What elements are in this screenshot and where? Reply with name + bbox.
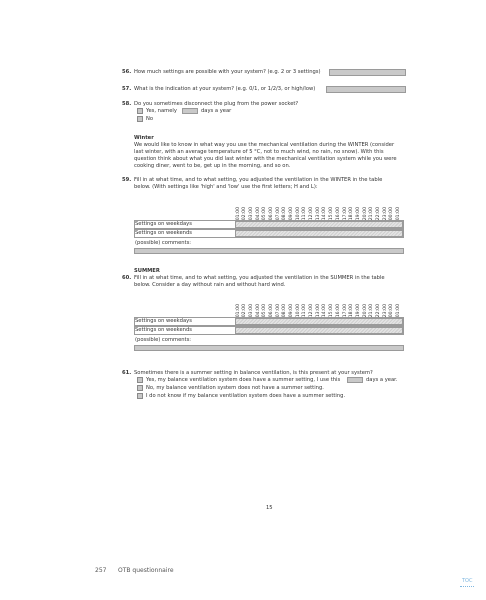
winter-line-1: We would like to know in what way you use the mechanical ventilation during the WINTER (consider	[134, 142, 395, 148]
q61-no-checkbox[interactable]	[137, 385, 143, 391]
q61-days-field[interactable]	[347, 377, 363, 383]
hour-label-text: 13:00	[315, 303, 321, 317]
summer-weekdays-label: Settings on weekdays	[135, 318, 192, 324]
hour-label-text: 09:00	[289, 206, 294, 220]
hour-label-text: 02:00	[242, 303, 248, 317]
hour-label-text: 07:00	[275, 206, 281, 220]
hour-label-text: 21:00	[369, 303, 375, 317]
hour-label-text: 20:00	[362, 206, 368, 220]
q58-no-label: No	[146, 116, 154, 122]
hour-label-text: 14:00	[322, 206, 328, 220]
winter-comments-field[interactable]	[134, 248, 404, 254]
hour-label-text: 17:00	[342, 303, 348, 317]
q61-yes-checkbox[interactable]	[137, 377, 143, 383]
hour-label	[369, 290, 376, 317]
hour-label-text: 23:00	[382, 303, 388, 317]
hour-label-text: 05:00	[262, 303, 268, 317]
summer-weekdays-input[interactable]	[235, 318, 403, 325]
q58-number: 58.	[122, 101, 132, 107]
hour-label	[282, 290, 289, 317]
hour-label-text: 06:00	[268, 303, 274, 317]
winter-heading: Winter	[134, 135, 154, 141]
hour-label-text: 04:00	[255, 206, 261, 220]
hour-label-text: 15:00	[329, 206, 335, 220]
hour-label-text: 19:00	[355, 303, 361, 317]
hour-label	[268, 193, 275, 220]
hour-label	[289, 193, 296, 220]
winter-weekdays-label: Settings on weekdays	[135, 221, 192, 227]
hour-label	[389, 290, 396, 317]
hour-label-text: 03:00	[248, 206, 254, 220]
hour-label-text: 12:00	[309, 303, 315, 317]
winter-line-4: cooking diner, went to be, get up in the morning, and so on.	[134, 163, 291, 169]
hour-label-text: 16:00	[335, 206, 341, 220]
q58-no-checkbox[interactable]	[137, 116, 143, 122]
winter-line-2: last winter, with an average temperature of 5 °C, not to much wind, no rain, no snow). With this	[134, 149, 384, 155]
hour-label	[248, 193, 255, 220]
winter-hour-header	[235, 193, 402, 220]
q61-unknown-label: I do not know if my balance ventilation system does have a summer setting.	[146, 393, 346, 399]
q56-text: How much settings are possible with your system? (e.g. 2 or 3 settings)	[134, 69, 321, 75]
q58-days-field[interactable]	[182, 108, 198, 114]
q58-text: Do you sometimes disconnect the plug from the power socket?	[134, 101, 299, 107]
hour-label-text: 20:00	[362, 303, 368, 317]
q58-yes-checkbox[interactable]	[137, 108, 143, 114]
hour-label-text: 10:00	[295, 206, 301, 220]
q60-line-1: Fill in at what time, and to what setting, you adjusted the ventilation in the SUMMER in the table	[134, 275, 385, 281]
hour-label	[282, 193, 289, 220]
q60-number: 60.	[122, 275, 132, 281]
hour-label-text: 06:00	[268, 206, 274, 220]
hour-label-text: 05:00	[262, 206, 268, 220]
winter-weekends-label: Settings on weekends	[135, 230, 192, 236]
hour-label	[262, 290, 269, 317]
hour-label-text: 10:00	[295, 303, 301, 317]
hour-label-text: 08:00	[282, 303, 288, 317]
summer-weekends-label: Settings on weekends	[135, 327, 192, 333]
q59-line-1: Fill in at what time, and to what setting, you adjusted the ventilation in the WINTER in the table	[134, 177, 383, 183]
hour-label-text: 01:00	[235, 206, 241, 220]
hour-label	[309, 193, 316, 220]
hour-label-text: 02:00	[242, 206, 248, 220]
hour-label-text: 11:00	[302, 206, 308, 220]
hour-label	[335, 193, 342, 220]
hour-label	[396, 290, 403, 317]
hour-label	[389, 193, 396, 220]
footer-title: OTB questionnaire	[118, 567, 174, 574]
hour-label	[242, 193, 249, 220]
hour-label-text: 18:00	[349, 206, 355, 220]
hour-label	[302, 290, 309, 317]
hour-label-text: 09:00	[289, 303, 294, 317]
hour-label-text: 18:00	[349, 303, 355, 317]
hour-label-text: 01:00	[396, 206, 401, 220]
q58-days-label: days a year	[201, 108, 232, 114]
winter-weekdays-input[interactable]	[235, 221, 403, 228]
hour-label	[349, 290, 356, 317]
hour-label-text: 07:00	[275, 303, 281, 317]
q61-number: 61.	[122, 370, 132, 376]
hour-label-text: 03:00	[248, 303, 254, 317]
q56-number: 56.	[122, 69, 132, 75]
summer-heading: SUMMER	[134, 268, 160, 274]
toc-link[interactable]: TOC	[462, 578, 473, 584]
q61-days-label: days a year.	[366, 377, 398, 383]
q61-text: Sometimes there is a summer setting in balance ventilation, is this present at your system?	[134, 370, 373, 376]
hour-label-text: 21:00	[369, 206, 375, 220]
q59-number: 59.	[122, 177, 132, 183]
hour-label	[349, 193, 356, 220]
toc-underline	[460, 586, 474, 587]
hour-label	[369, 193, 376, 220]
hour-label-text: 13:00	[315, 206, 321, 220]
hour-label-text: 16:00	[335, 303, 341, 317]
q57-text: What is the indication at your system? (e.g. 0/1, or 1/2/3, or high/low)	[134, 86, 316, 92]
hour-label	[355, 193, 362, 220]
winter-comments-label: (possible) comments:	[135, 240, 192, 246]
hour-label	[375, 193, 382, 220]
hour-label	[302, 193, 309, 220]
q57-number: 57.	[122, 86, 132, 92]
summer-comments-field[interactable]	[134, 345, 404, 351]
summer-comments-label: (possible) comments:	[135, 337, 192, 343]
hour-label	[355, 290, 362, 317]
footer-page: 257	[95, 567, 107, 574]
hour-label-text: 23:00	[382, 206, 388, 220]
hour-label-text: 19:00	[355, 206, 361, 220]
hour-label-text: 11:00	[302, 303, 308, 317]
hour-label-text: 22:00	[375, 206, 381, 220]
hour-label	[309, 290, 316, 317]
hour-label	[335, 290, 342, 317]
winter-line-3: question think about what you did last winter with the mechanical ventilation system while you were	[134, 156, 397, 162]
hour-label-text: 15:00	[329, 303, 335, 317]
hour-label-text: 14:00	[322, 303, 328, 317]
hour-label	[289, 290, 296, 317]
hour-label	[396, 193, 403, 220]
q59-line-2: below. (With settings like 'high' and 'low' use the first letters; H and L):	[134, 184, 318, 190]
q61-yes-label: Yes, my balance ventilation system does have a summer setting, I use this	[146, 377, 341, 383]
winter-weekends-input[interactable]	[235, 230, 403, 237]
hour-label	[242, 290, 249, 317]
q60-line-2: below. Consider a day without rain and without hard wind.	[134, 282, 286, 288]
summer-hour-header	[235, 290, 402, 317]
hour-label-text: 04:00	[255, 303, 261, 317]
q61-no-label: No, my balance ventilation system does not have a summer setting.	[146, 385, 324, 391]
q56-answer-field[interactable]	[329, 69, 406, 76]
summer-weekends-input[interactable]	[235, 327, 403, 334]
page-number: 15	[266, 505, 273, 511]
hour-label	[262, 193, 269, 220]
q58-yes-label: Yes, namely	[146, 108, 177, 114]
hour-label-text: 17:00	[342, 206, 348, 220]
q61-unknown-checkbox[interactable]	[137, 393, 143, 399]
hour-label	[268, 290, 275, 317]
hour-label	[375, 290, 382, 317]
hour-label	[248, 290, 255, 317]
hour-label-text: 00:00	[389, 303, 395, 317]
hour-label-text: 01:00	[396, 303, 401, 317]
hour-label	[329, 290, 336, 317]
hour-label-text: 01:00	[235, 303, 241, 317]
hour-label-text: 22:00	[375, 303, 381, 317]
hour-label-text: 00:00	[389, 206, 395, 220]
hour-label-text: 08:00	[282, 206, 288, 220]
hour-label	[329, 193, 336, 220]
hour-label-text: 12:00	[309, 206, 315, 220]
q57-answer-field[interactable]	[326, 86, 406, 93]
